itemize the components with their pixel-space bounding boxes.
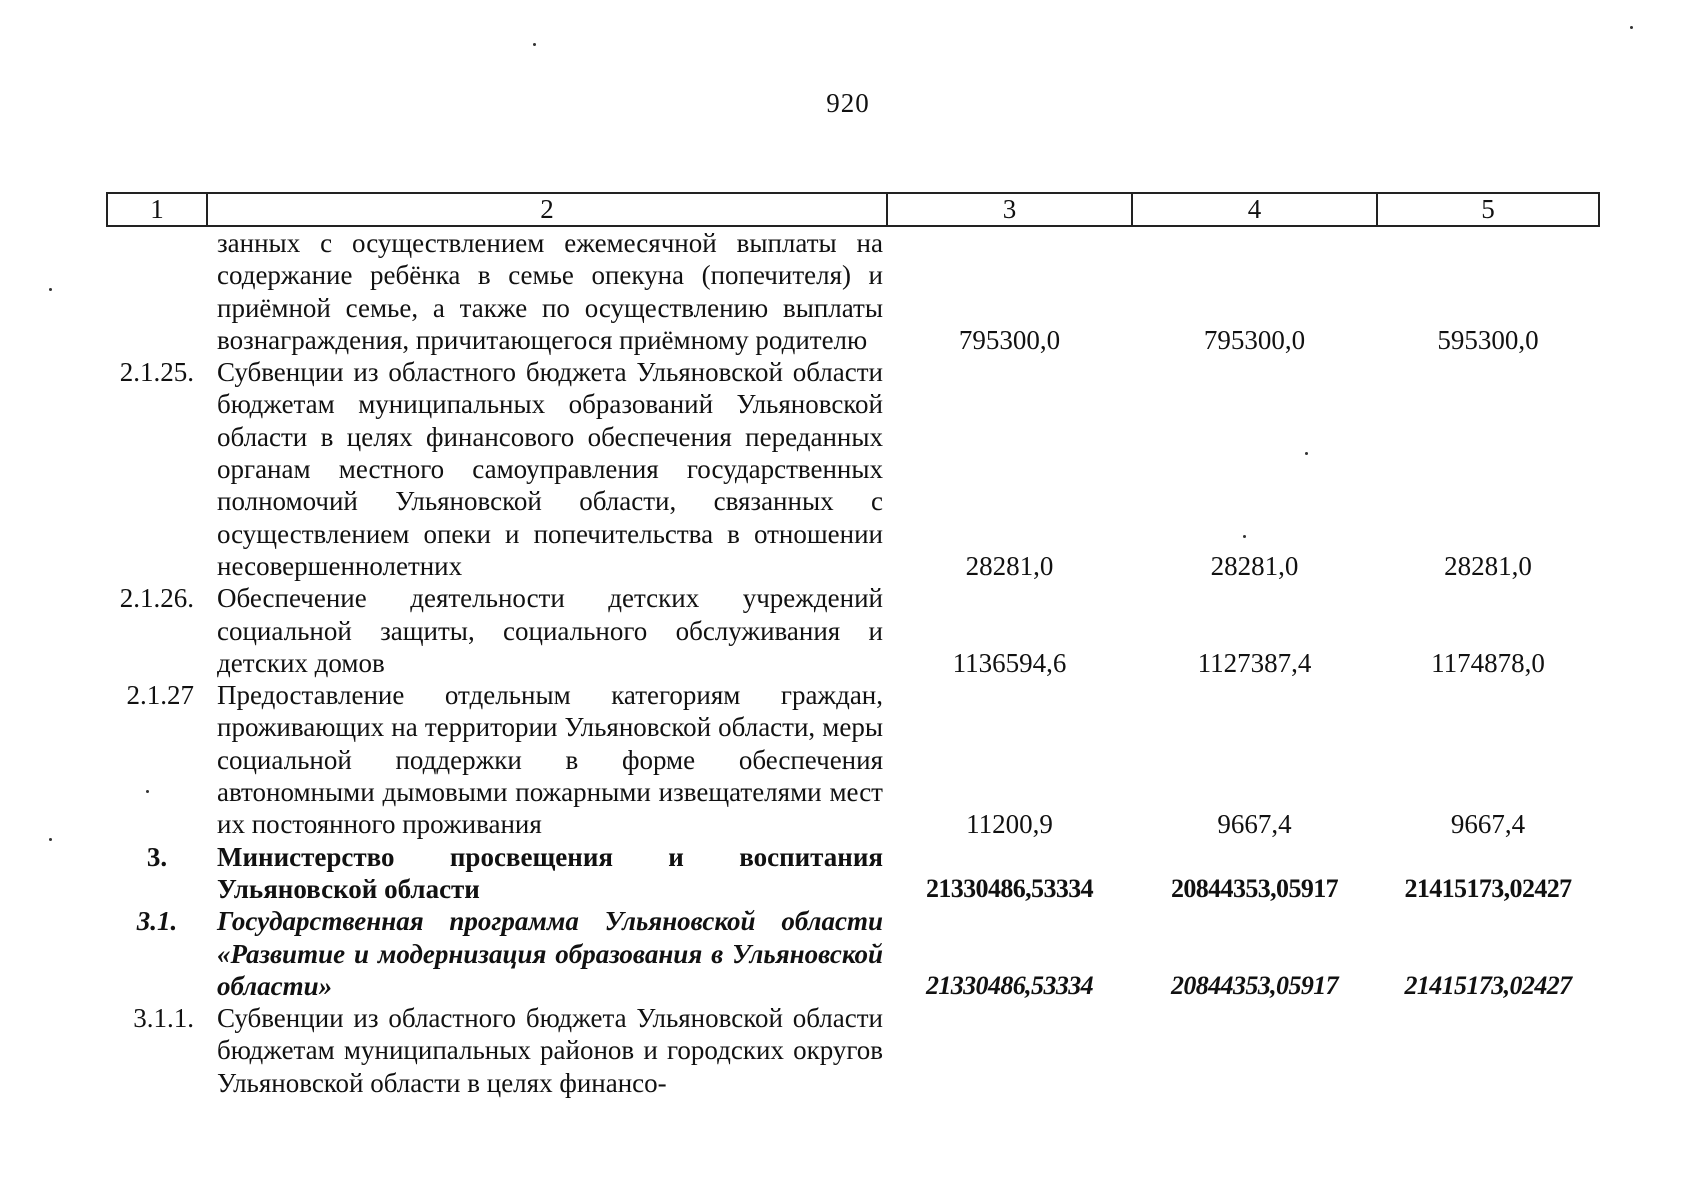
row-number: 2.1.25. bbox=[119, 357, 194, 388]
row-description: Субвенции из областного бюджета Ульяновской области бюджетам муниципальных образований Ульяновской области в целях финансового обеспечения переданных органам местного самоуправления государственных полномочий Ульяновской области, связанных с осуществлением опеки и попечительства в отношении несовершеннолетних bbox=[217, 357, 883, 581]
scan-speck bbox=[146, 790, 149, 793]
row-value-col4 bbox=[1132, 1002, 1377, 1099]
row-value-col5: 28281,0 bbox=[1444, 550, 1532, 581]
row-value-col3: 11200,9 bbox=[966, 809, 1053, 840]
row-number: 3.1. bbox=[136, 906, 178, 937]
row-number: 3. bbox=[146, 841, 168, 872]
row-description: Субвенции из областного бюджета Ульяновской области бюджетам муниципальных районов и городских округов Ульяновской области в целях финансо- bbox=[217, 1003, 883, 1098]
table-row bbox=[107, 1002, 1599, 1099]
row-value-col3 bbox=[887, 1002, 1132, 1099]
scan-speck bbox=[533, 43, 536, 46]
page-number: 920 bbox=[826, 88, 870, 118]
row-value-col5: 1174878,0 bbox=[1431, 647, 1545, 678]
row-value-col5: 21415173,02427 bbox=[1404, 970, 1572, 1000]
table-row bbox=[107, 679, 1599, 840]
column-number-5: 5 bbox=[1377, 193, 1599, 226]
row-value-col5: 595300,0 bbox=[1437, 324, 1539, 355]
row-value-col3: 21330486,53334 bbox=[925, 970, 1094, 1000]
row-description: занных с осуществлением ежемесячной выплаты на содержание ребёнка в семье опекуна (попечителя) и приёмной семье, а также по осуществлению выплаты вознаграждения, причитающегося приёмному родителю bbox=[217, 228, 883, 355]
scan-speck bbox=[1630, 26, 1633, 29]
row-description: Обеспечение деятельности детских учреждений социальной защиты, социального обслуживания и детских домов bbox=[217, 583, 883, 678]
column-number-3: 3 bbox=[887, 193, 1132, 226]
table-row bbox=[107, 356, 1599, 582]
column-number-1: 1 bbox=[107, 193, 207, 226]
column-number-4: 4 bbox=[1132, 193, 1377, 226]
table-row bbox=[107, 226, 1599, 356]
scan-speck bbox=[49, 288, 52, 291]
row-value-col4: 9667,4 bbox=[1217, 809, 1292, 840]
budget-table bbox=[106, 192, 1600, 1099]
column-number-header-row bbox=[107, 193, 1599, 226]
row-number bbox=[107, 226, 207, 356]
scan-speck bbox=[1305, 452, 1308, 455]
table-row-program bbox=[107, 905, 1599, 1002]
scan-speck bbox=[49, 838, 52, 841]
row-number: 3.1.1. bbox=[133, 1003, 194, 1034]
table-row bbox=[107, 582, 1599, 679]
scan-speck bbox=[1243, 535, 1246, 538]
column-number-2: 2 bbox=[207, 193, 887, 226]
row-description: Предоставление отдельным категориям граждан, проживающих на территории Ульяновской области, меры социальной поддержки в форме обеспечения автономными дымовыми пожарными извещателями мест их постоянного проживания bbox=[217, 680, 883, 840]
row-value-col4: 28281,0 bbox=[1210, 550, 1299, 581]
row-value-col3: 795300,0 bbox=[958, 324, 1061, 355]
row-value-col4: 795300,0 bbox=[1203, 324, 1306, 355]
row-value-col5: 9667,4 bbox=[1450, 809, 1526, 840]
row-value-col4: 20844353,05917 bbox=[1170, 970, 1339, 1000]
row-number: 2.1.27 bbox=[126, 680, 194, 711]
row-value-col3: 1136594,6 bbox=[952, 647, 1067, 678]
row-value-col3: 21330486,53334 bbox=[925, 873, 1094, 903]
row-description: Государственная программа Ульяновской области «Развитие и модернизация образования в Ульяновской области» bbox=[217, 906, 883, 1001]
row-value-col5: 21415173,02427 bbox=[1404, 873, 1572, 903]
row-value-col4: 20844353,05917 bbox=[1170, 873, 1339, 903]
row-value-col3: 28281,0 bbox=[965, 550, 1054, 581]
table-row-ministry bbox=[107, 841, 1599, 906]
row-number: 2.1.26. bbox=[119, 583, 194, 614]
row-value-col5 bbox=[1377, 1002, 1599, 1099]
row-description: Министерство просвещения и воспитания Ульяновской области bbox=[217, 841, 883, 904]
row-value-col4: 1127387,4 bbox=[1197, 647, 1312, 678]
